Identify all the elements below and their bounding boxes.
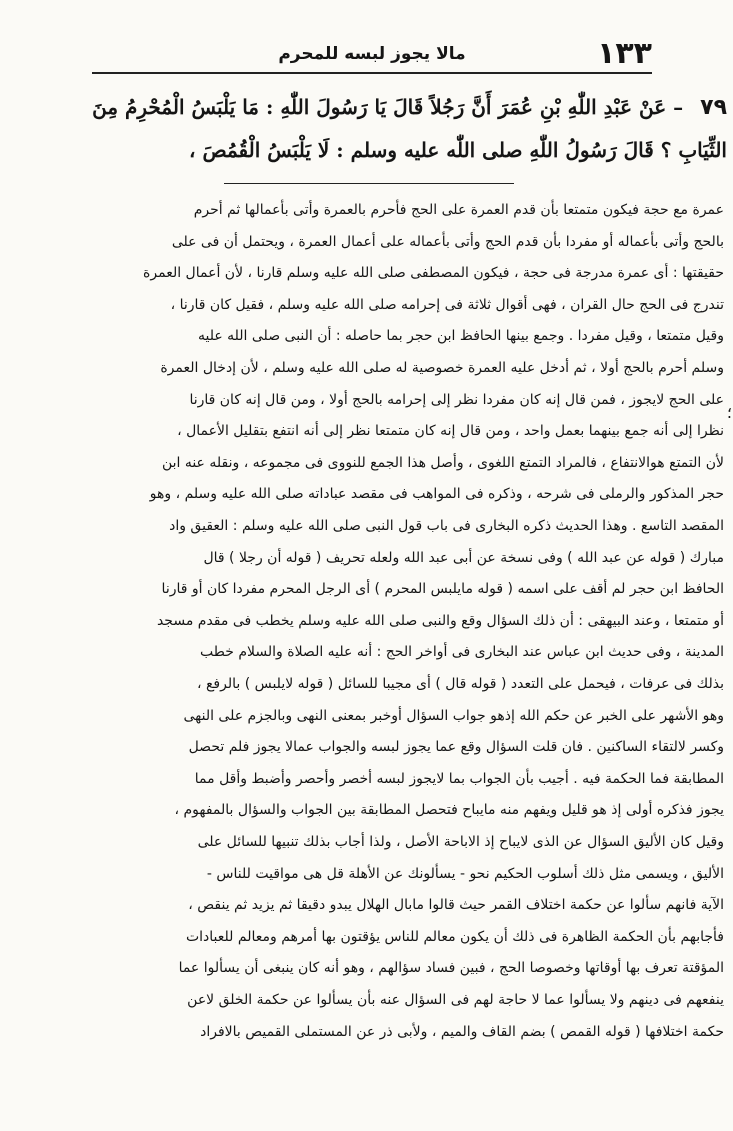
commentary-line: تندرج فى الحج حال القران ، فهى أقوال ثلاثة فى إحرامه صلى الله عليه وسلم ، فقيل كان قارنا ، — [170, 296, 724, 313]
commentary-line: وقيل كان الأليق السؤال عن الذى لايباح إذ الاباحة الأصل ، ولذا أجاب بذلك تنبيها للسائل على — [197, 834, 724, 850]
commentary-line: المطابقة فما الحكمة فيه . أجيب بأن الجواب بما لايجوز لبسه أخصر وأحصر وأضبط وأقل مما — [194, 770, 724, 787]
commentary-line: يجوز فذكره أولى إذ هو قليل ويفهم منه مايباح فتحصل المطابقة بين الجواب والسؤال بالمفهوم ، — [174, 802, 724, 819]
commentary-line: المؤقتة تعرف بها أوقاتها وخصوصا الحج ، فبين فساد سؤالهم ، وهو أنه كان ينبغى أن يسألوا عما — [178, 960, 724, 977]
hadith-text — [88, 86, 727, 174]
separator-rule — [224, 183, 514, 184]
commentary-line: وسلم أحرم بالحج أولا ، ثم أدخل عليه العمرة خصوصية له صلى الله عليه وسلم ، لأن إدخال العمرة — [160, 360, 724, 376]
commentary-line: حجر المذكور والرملى فى شرحه ، وذكره فى المواهب فى مقصد عباداته صلى الله عليه وسلم ، وهو — [149, 486, 724, 503]
commentary-line: وكسر لالتقاء الساكنين . فان قلت السؤال وقع عما يجوز لبسه والجواب عمالا يجوز فلم تحصل — [188, 739, 724, 756]
commentary-line: وهو الأشهر على الخبر عن حكم الله إذهو جواب السؤال أوخبر بمعنى النهى وبالجزم على النهى — [183, 707, 724, 724]
hadith-number: ٧٩ — [700, 95, 727, 120]
margin-mark: ؛ — [726, 403, 732, 422]
commentary-line: الأليق ، ويسمى مثل ذلك أسلوب الحكيم نحو - يسألونك عن الأهلة قل هى مواقيت للناس - — [206, 865, 724, 882]
commentary-line: ينفعهم فى دينهم ولا يسألوا عما لا حاجة لهم فى السؤال عنه بأن يسألوا عن حكمة الخلق لاعن — [187, 992, 724, 1008]
commentary-line: حقيقتها : أى عمرة مدرجة فى حجة ، فيكون المصطفى صلى الله عليه وسلم قارنا ، لأن أعمال العمرة — [143, 265, 724, 282]
commentary-line: أو متمتعا ، وعند البيهقى : أن ذلك السؤال وقع والنبى صلى الله عليه وسلم يخطب فى مقدم مسجد — [156, 612, 724, 629]
commentary-line: المدينة ، وفى حديث ابن عباس عند البخارى فى أواخر الحج : أنه عليه الصلاة والسلام خطب — [200, 644, 724, 661]
commentary-line: على الحج لايجوز ، فمن قال إنه كان مفردا نظر إلى إحرامه بالحج أولا ، ومن قال إنه كان قارنا — [189, 391, 724, 408]
commentary-line: الآية فانهم سألوا عن حكمة اختلاف القمر حيث قالوا مابال الهلال يبدو دقيقا ثم يزيد ثم ينقص ، — [188, 897, 724, 914]
commentary-line: لأن التمتع هوالانتفاع ، فالمراد التمتع اللغوى ، وأصل هذا الجمع للنووى فى مجموعه ، ونقله عنه ابن — [161, 454, 724, 471]
hadith-line-1-text: عَنْ عَبْدِ اللّٰهِ بْنِ عُمَرَ أَنَّ رَجُلاً قَالَ يَا رَسُولَ اللّٰهِ : مَا يَلْبَسُ الْمُحْرِمُ مِنَ — [92, 95, 667, 119]
running-title: مالا يجوز لبسه للمحرم — [278, 44, 466, 64]
page-number: ١٣٣ — [597, 36, 652, 71]
commentary-line: الحافظ ابن حجر لم أقف على اسمه ( قوله مايلبس المحرم ) أى الرجل المحرم مفردا كان أو قارنا — [161, 581, 724, 598]
commentary-line: وقيل متمتعا ، وقيل مفردا . وجمع بينها الحافظ ابن حجر بما حاصله : أن النبى صلى الله عليه — [197, 328, 724, 345]
commentary-line: فأجابهم بأن الحكمة الظاهرة فى ذلك أن يكون معالم للناس يؤقتون بها أمرهم ومعالم للعبادات — [185, 928, 724, 945]
commentary-line: بذلك فى عرفات ، فيحمل على التعدد ( قوله قال ) أى مجيبا للسائل ( قوله لايلبس ) بالرفع ، — [196, 676, 724, 692]
hadith-line-2: الثِّيَابِ ؟ قَالَ رَسُولُ اللّٰهِ صلى اللّٰه عليه وسلم : لَا يَلْبَسُ الْقُمُصَ ، — [189, 138, 727, 162]
commentary-line: المقصد التاسع . وهذا الحديث ذكره البخارى فى باب قول النبى صلى الله عليه وسلم : العقيق واد — [169, 518, 724, 534]
commentary-line: حكمة اختلافها ( قوله القمص ) بضم القاف والميم ، ولأبى ذر عن المستملى القميص بالافراد — [200, 1023, 724, 1040]
page-header — [92, 36, 652, 74]
commentary-line: نظرا إلى أنه جمع بينهما بعمل واحد ، ومن قال إنه كان متمتعا نظر إلى أنه انتفع بتقليل الأعمال ، — [177, 423, 724, 440]
commentary-line: بالحج وأتى بأعماله أو مفردا بأن قدم الحج وأتى بأعماله على أعمال العمرة ، ويحتمل أن فى على — [171, 233, 724, 250]
commentary-line: عمرة مع حجة فيكون متمتعا بأن قدم العمرة على الحج فأحرم بالعمرة وأتى بأعمالها ثم أحرم — [193, 202, 724, 218]
commentary-line: مبارك ( قوله عن عبد الله ) وفى نسخة عن أبى عبد الله ولعله تحريف ( قوله أن رجلا ) قال — [203, 549, 724, 566]
hadith-line-1: ٧٩ – عَنْ عَبْدِ اللّٰهِ بْنِ عُمَرَ أَنَّ رَجُلاً قَالَ يَا رَسُولَ اللّٰهِ : مَا يَلْبَسُ الْمُحْرِمُ مِنَ — [92, 95, 727, 120]
